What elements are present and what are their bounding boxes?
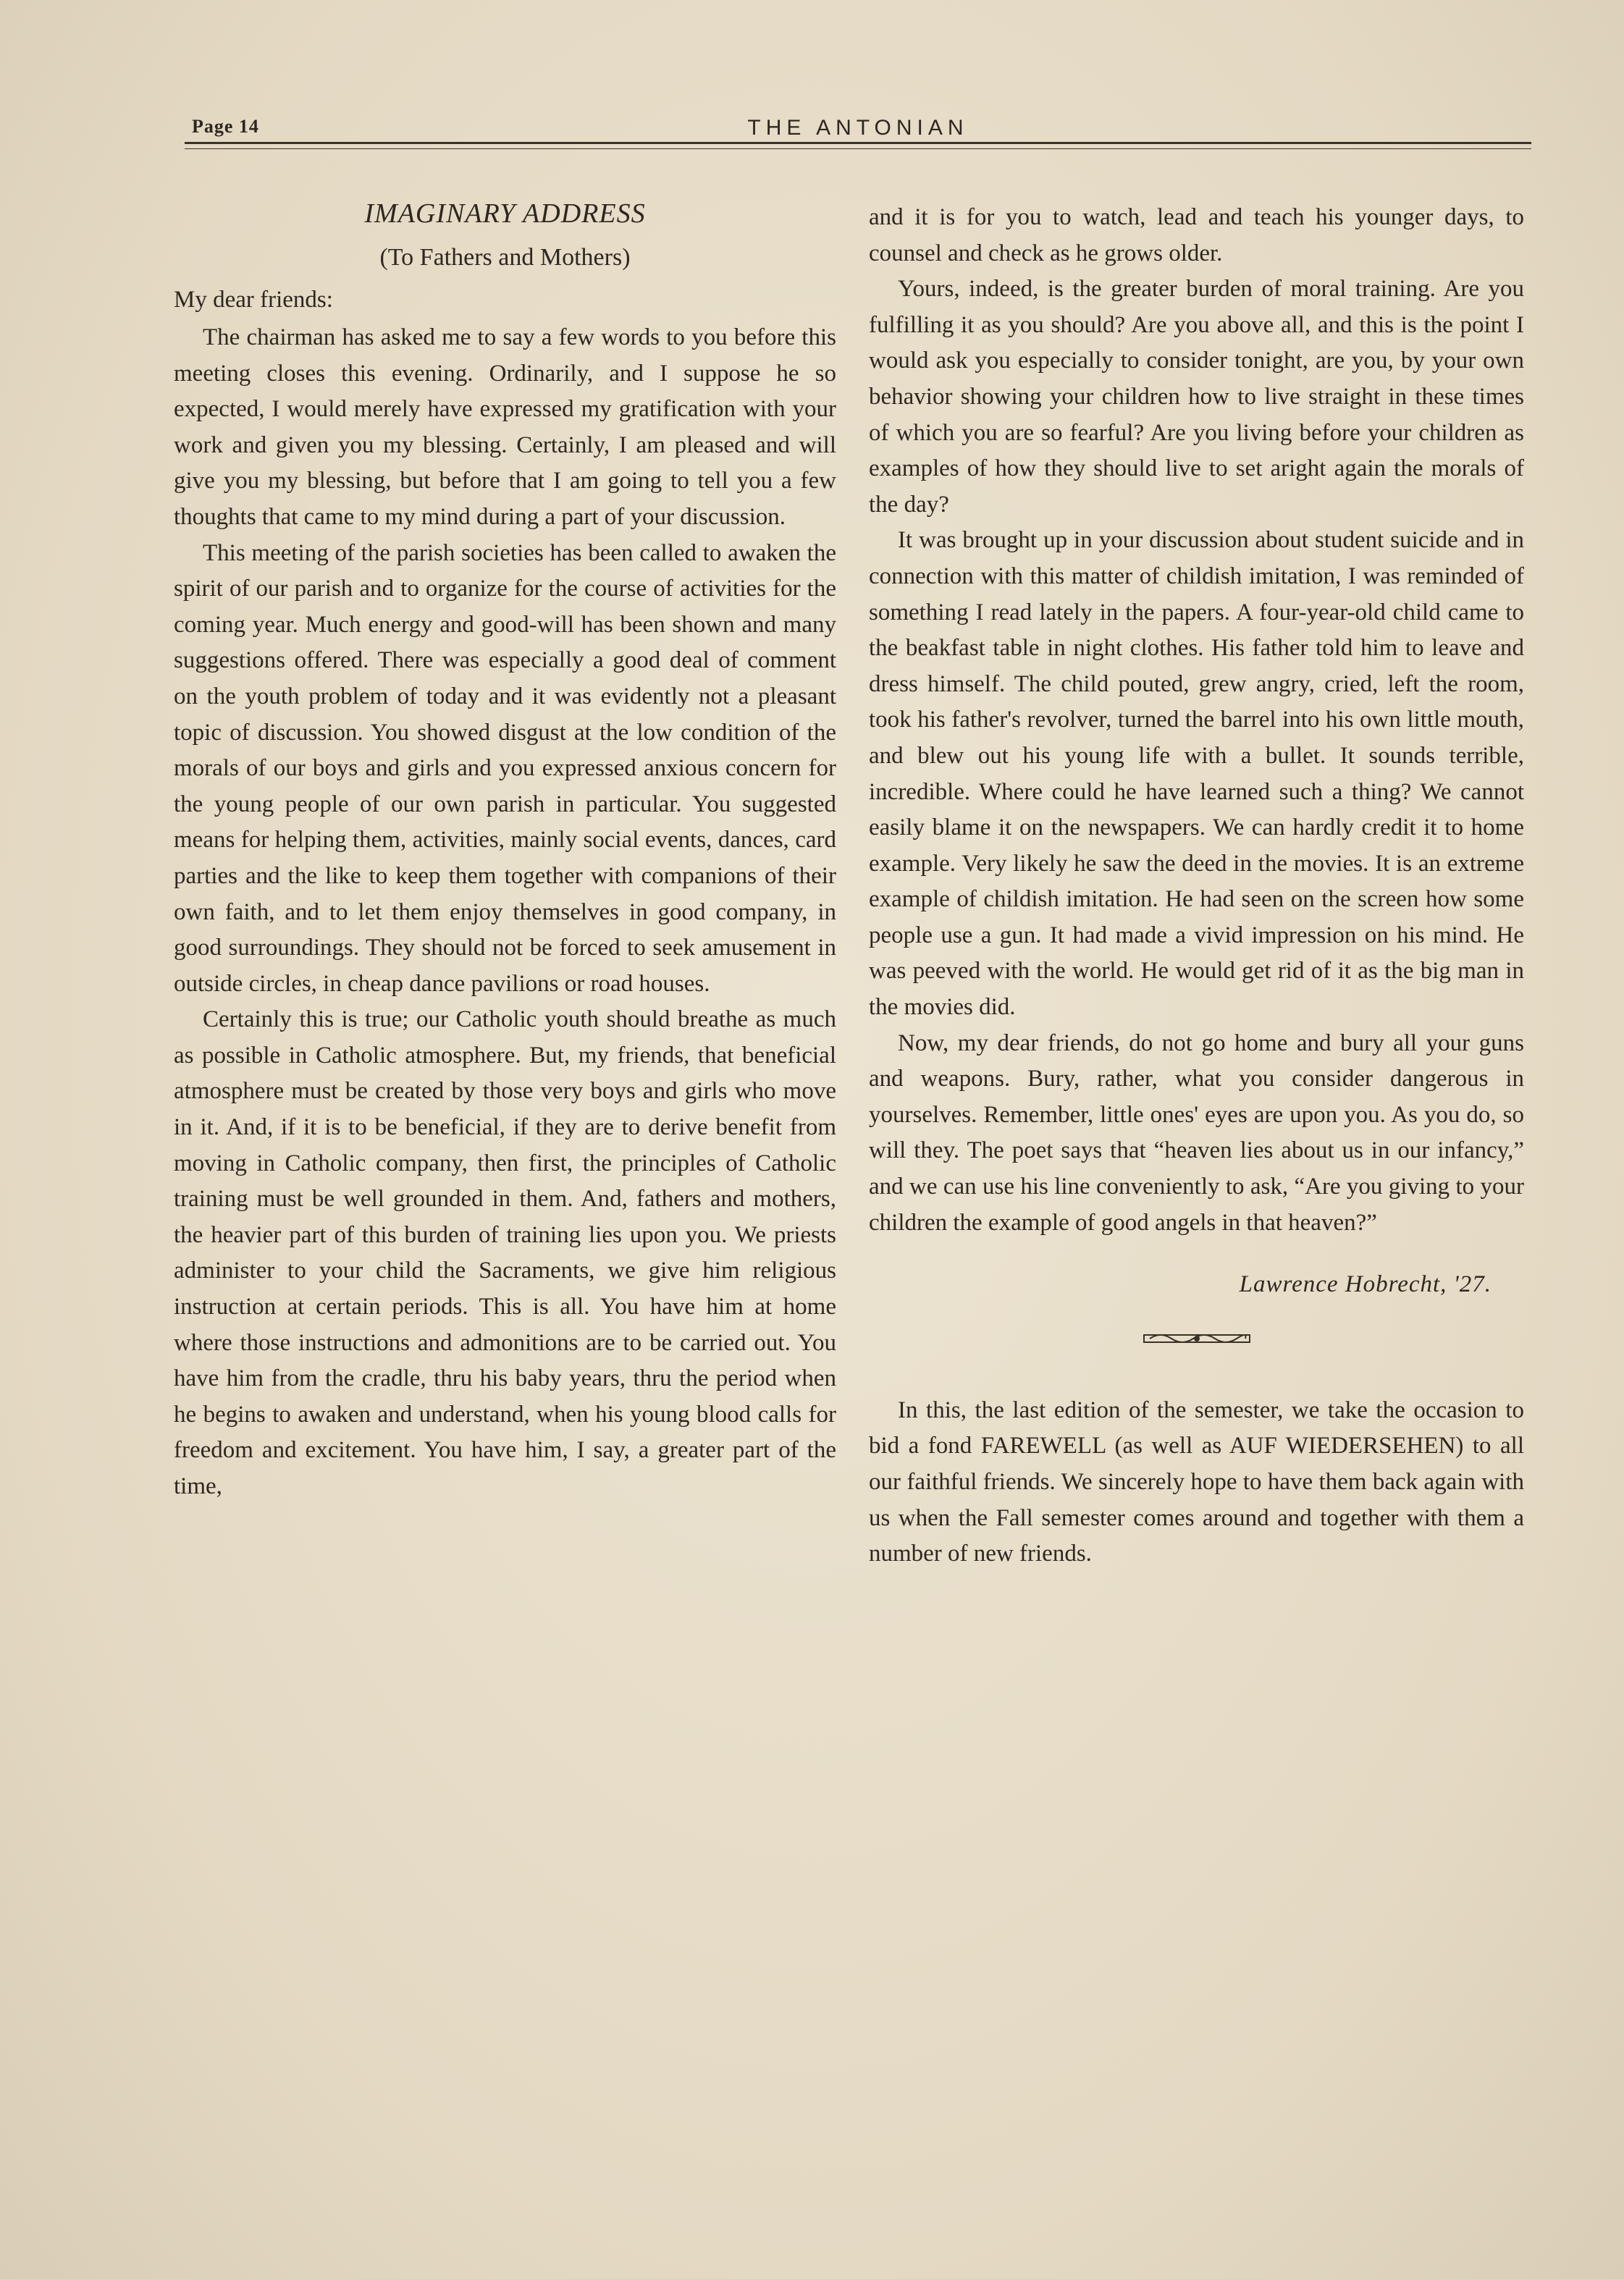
author-signature: Lawrence Hobrecht, '27.: [1239, 1271, 1492, 1298]
ornament-divider-icon: [1143, 1328, 1251, 1349]
paragraph: It was brought up in your discussion about student suicide and in connection with this matter of childish imitation, I was reminded of something I read lately in the papers. A four-year-old child came to the beakfast table in night clothes. His father told him to leave and dress himself. The child pouted, grew angry, cried, left the room, took his father's revolver, turned the barrel into his own little mouth, and blew out his young life with a bullet. It sounds terrible, incredible. Where could he have learned such a thing? We cannot easily blame it on the newspapers. We can hardly credit it to home example. Very likely he saw the deed in the movies. It is an extreme example of childish imitation. He had seen on the screen how some people use a gun. It had made a vivid impression on his mind. He was peeved with the world. He would get rid of it as the big man in the movies did.: [869, 527, 1524, 1021]
paragraph-continuation: and it is for you to watch, lead and teach his younger days, to counsel and check as he grows older.: [869, 204, 1524, 266]
salutation: My dear friends:: [174, 287, 333, 313]
paragraph: The chairman has asked me to say a few words to you before this meeting closes this evening. Ordinarily, and I suppose he so expected, I would merely have expressed my gratification with your work and given you my blessing. Certainly, I am pleased and will give you my blessing, but before that I am going to tell you a few thoughts that came to my mind during a part of your discussion.: [174, 324, 836, 530]
page-number: Page 14: [192, 116, 259, 137]
header-rule-thick: [185, 142, 1531, 144]
header-rule-thin: [185, 148, 1531, 149]
left-column: [174, 194, 836, 1505]
article-title: IMAGINARY ADDRESS: [364, 198, 646, 229]
paragraph: Yours, indeed, is the greater burden of moral training. Are you fulfilling it as you should? Are you above all, and this is the point I would ask you especially to consider tonight, are you, by your own behavior showing your children how to live straight in these times of which you are so fearful? Are you living before your children as examples of how they should live to set aright again the morals of the day?: [869, 276, 1524, 518]
publication-title: THE ANTONIAN: [747, 116, 969, 140]
farewell-notice: In this, the last edition of the semester, we take the occasion to bid a fond FAREWELL (as well as AUF WIEDERSEHEN) to all our faithful friends. We sincerely hope to have them back again with us when the Fall semester comes around and together with them a number of new friends.: [869, 1397, 1524, 1567]
page-header: [185, 116, 1531, 145]
paragraph: This meeting of the parish societies has been called to awaken the spirit of our parish and to organize for the course of activities for the coming year. Much energy and good-will has been shown and many suggestions offered. There was especially a good deal of comment on the youth problem of today and it was evidently not a pleasant topic of discussion. You showed disgust at the low condition of the morals of our boys and girls and you expressed anxious concern for the young people of our own parish in particular. You suggested means for helping them, activities, mainly social events, dances, card parties and the like to keep them together with companions of their own faith, and to let them enjoy themselves in good company, in good surroundings. They should not be forced to seek amusement in outside circles, in cheap dance pavilions or road houses.: [174, 539, 836, 997]
right-column: [869, 200, 1524, 1572]
article-subtitle: (To Fathers and Mothers): [379, 244, 631, 271]
paragraph: Certainly this is true; our Catholic youth should breathe as much as possible in Catholic atmosphere. But, my friends, that beneficial atmosphere must be created by those very boys and girls who move in it. And, if it is to be beneficial, if they are to derive benefit from moving in Catholic company, then first, the principles of Catholic training must be well grounded in them. And, fathers and mothers, the heavier part of this burden of training lies upon you. We priests administer to your child the Sacraments, we give him religious instruction at certain periods. This is all. You have him at home where those instructions and admonitions are to be carried out. You have him from the cradle, thru his baby years, thru the period when he begins to awaken and understand, when his young blood calls for freedom and excitement. You have him, I say, a greater part of the time,: [174, 1006, 836, 1499]
paragraph: Now, my dear friends, do not go home and bury all your guns and weapons. Bury, rather, what you consider dangerous in yourselves. Remember, little ones' eyes are upon you. As you do, so will they. The poet says that “heaven lies about us in our infancy,” and we can use his line conveniently to ask, “Are you giving to your children the example of good angels in that heaven?”: [869, 1029, 1524, 1236]
